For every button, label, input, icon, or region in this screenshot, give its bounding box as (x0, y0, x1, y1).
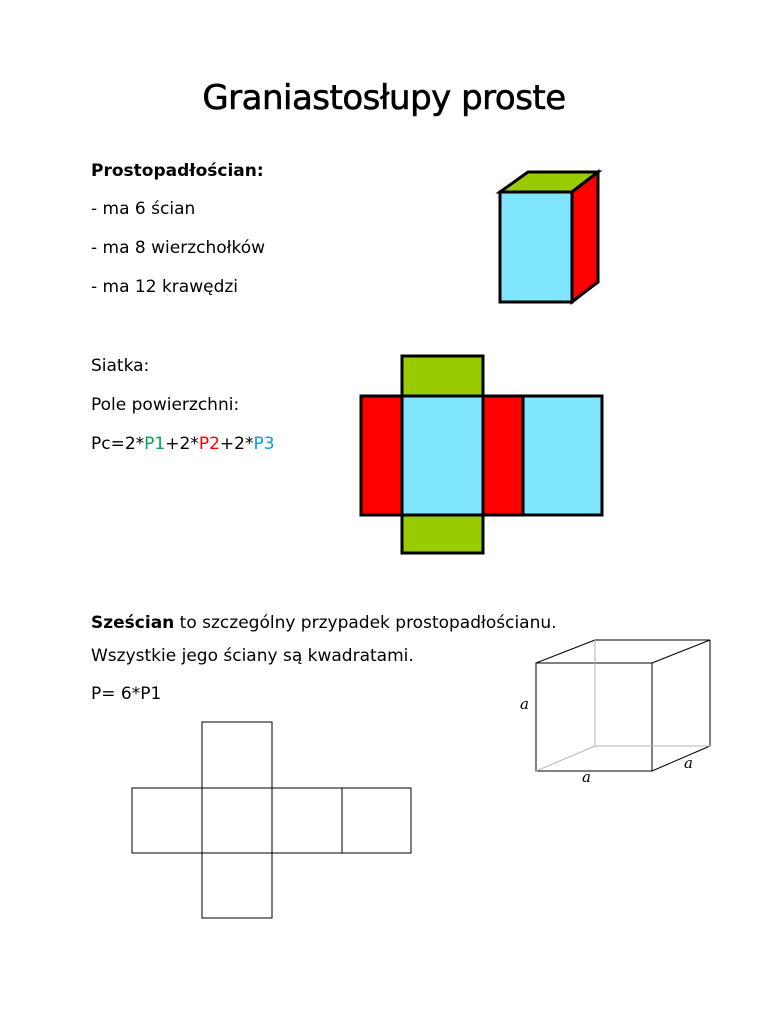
cube-hidden-diagonal (536, 746, 595, 771)
cube-edge-top-left (536, 640, 595, 663)
formula-mid1: +2* (165, 434, 199, 454)
formula-p3: P3 (253, 434, 275, 454)
formula-prefix: Pc=2* (91, 434, 145, 454)
cube-net-far-right (342, 788, 411, 853)
net-label: Siatka: (91, 356, 150, 376)
cube-net-left (132, 788, 202, 853)
cube-net-bottom (202, 853, 272, 918)
cube-edge-label-bottom: a (582, 768, 591, 786)
cube-net-top (202, 722, 272, 788)
cube-edge-bottom-right (652, 746, 710, 771)
cube-net-center (202, 788, 272, 853)
net-front-face (402, 396, 483, 515)
net-bottom-face (402, 515, 483, 553)
net-back-face (523, 396, 602, 515)
cube-heading: Sześcian (91, 613, 175, 633)
cube-front-square (536, 663, 652, 771)
cube-faces-text: Wszystkie jego ściany są kwadratami. (91, 646, 414, 666)
property-edges: - ma 12 krawędzi (91, 277, 239, 297)
formula-mid2: +2* (219, 434, 254, 454)
cube-formula: P= 6*P1 (91, 684, 162, 704)
cuboid-heading: Prostopadłościan: (91, 161, 264, 181)
formula-p1: P1 (144, 434, 166, 454)
cube-edge-label-left: a (520, 695, 529, 713)
formula-p2: P2 (198, 434, 220, 454)
cube-edge-label-right: a (684, 754, 693, 772)
cube-sentence-rest: to szczególny przypadek prostopadłościanu. (174, 613, 557, 633)
cube-sentence (91, 612, 557, 634)
cuboid-top-face (500, 172, 598, 192)
area-formula (91, 433, 275, 455)
area-label: Pole powierzchni: (91, 395, 240, 415)
property-vertices: - ma 8 wierzchołków (91, 238, 266, 258)
property-faces: - ma 6 ścian (91, 199, 196, 219)
net-right-side (483, 396, 523, 515)
page-title: Graniastosłupy proste (202, 78, 566, 118)
net-top-face (402, 356, 483, 396)
cuboid-front-face (500, 192, 572, 302)
cube-edge-top-right (652, 640, 710, 663)
net-left-side (361, 396, 402, 515)
cube-net-right (272, 788, 342, 853)
cuboid-side-face (572, 172, 598, 302)
